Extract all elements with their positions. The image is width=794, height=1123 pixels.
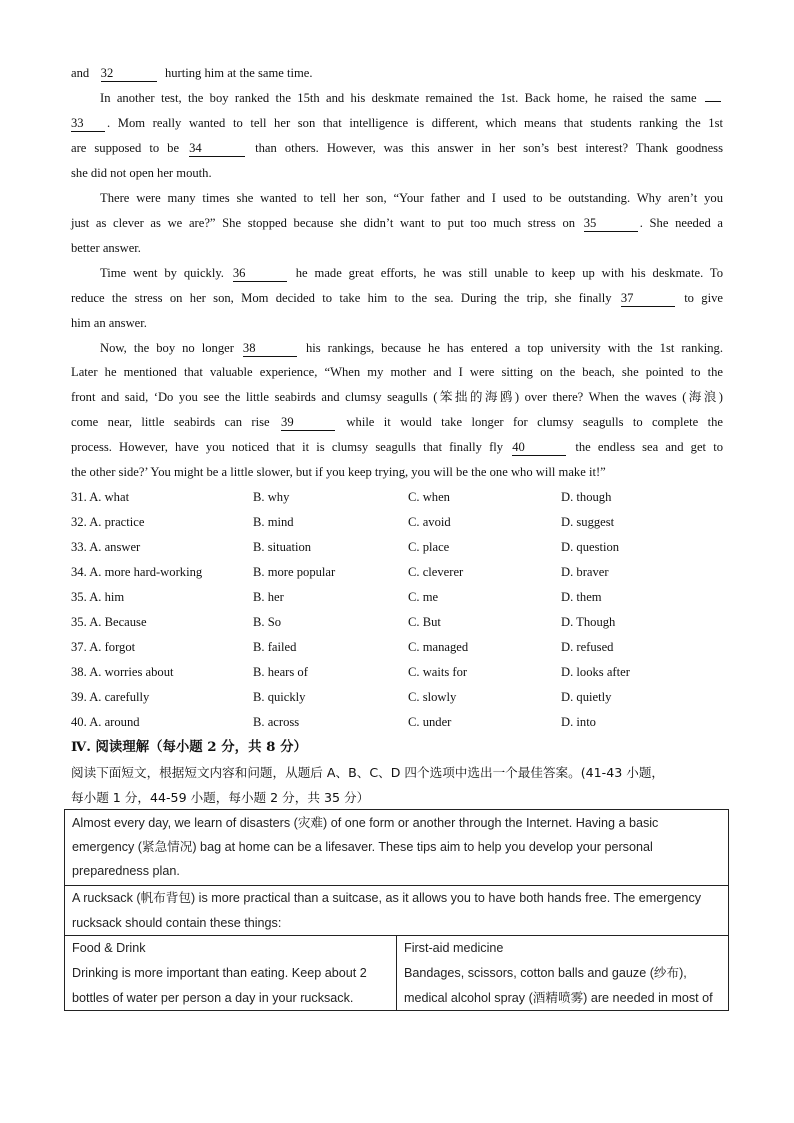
option-40-d[interactable]: D. into [561,715,596,729]
option-39-b[interactable]: B. quickly [253,690,306,704]
passage-text: In another test, the boy ranked the 15th and his deskmate remained the 1st. Back home, he raised the same [100,91,697,105]
option-34-b[interactable]: B. more popular [253,565,336,579]
passage-line-16 [71,435,723,460]
option-38-c[interactable]: C. waits for [408,665,468,679]
passage-text: the endless sea and get to [575,440,723,454]
passage-text: he made great efforts, he was still unable to keep up with his deskmate. To [295,266,723,280]
passage-text: his rankings, because he has entered a top university with the 1st ranking. [305,341,723,355]
passage-text: reduce the stress on her son, Mom decided to take him to the sea. During the trip, she finally [71,291,612,305]
passage-line-8 [71,236,723,261]
passage-text: hurting him at the same time. [164,66,313,80]
passage-line-17 [71,460,723,485]
section-instructions-1: 阅读下面短文，根据短文内容和问题，从题后 A、B、C、D 四个选项中选出一个最佳答案。(41-43 小题， [71,765,665,780]
passage-line-4 [71,136,723,161]
passage-line-3 [71,111,723,136]
option-37-c[interactable]: C. managed [408,640,469,654]
passage-text: just as clever as we are?” She stopped because she didn’t want to put too much stress on [71,216,576,230]
passage-text: Time went by quickly. [100,266,224,280]
column-divider [396,935,397,1011]
option-35-a[interactable]: 35. A. him [71,590,125,604]
passage-line-1 [71,61,723,86]
passage-line-11 [71,311,723,336]
option-31-d[interactable]: D. though [561,490,612,504]
blank-38: 38 [243,341,297,357]
box-intro-line-2: emergency (紧急情况) bag at home can be a lifesaver. These tips aim to help you develop your personal [72,840,653,854]
blank-33: 33 [71,116,105,132]
passage-text: than others. However, was this answer in her son’s best interest? Thank goodness [255,141,723,155]
option-31-a[interactable]: 31. A. what [71,490,130,504]
option-35-d[interactable]: D. them [561,590,602,604]
option-33-b[interactable]: B. situation [253,540,312,554]
passage-text: Now, the boy no longer [100,341,234,355]
blank-33-start [705,101,721,102]
option-39-c[interactable]: C. slowly [408,690,457,704]
option-39-d[interactable]: D. quietly [561,690,612,704]
option-38-a[interactable]: 38. A. worries about [71,665,174,679]
option-33-d[interactable]: D. question [561,540,620,554]
blank-35: 35 [584,216,638,232]
option-33-a[interactable]: 33. A. answer [71,540,141,554]
passage-text: are supposed to be [71,141,180,155]
option-37-a[interactable]: 37. A. forgot [71,640,136,654]
box-intro [64,809,729,886]
option-35-b[interactable]: B. her [253,590,284,604]
food-title: Food & Drink [72,941,146,955]
option-36-c[interactable]: C. But [408,615,441,629]
option-35-c[interactable]: C. me [408,590,439,604]
passage-text: There were many times she wanted to tell her son, “Your father and I used to be outstanding. Why aren’t you [100,191,723,205]
section-instructions-2: 每小题 1 分，44-59 小题，每小题 2 分，共 35 分） [71,790,370,805]
passage-line-5 [71,161,723,186]
passage-line-14 [71,385,723,410]
food-line-2: bottles of water per person a day in your rucksack. [72,991,354,1005]
box-intro-line-3: preparedness plan. [72,864,180,878]
option-36-b[interactable]: B. So [253,615,281,629]
option-31-c[interactable]: C. when [408,490,450,504]
blank-37: 37 [621,291,675,307]
passage-text: come near, little seabirds can rise [71,415,270,429]
option-40-b[interactable]: B. across [253,715,300,729]
option-36-a[interactable]: 35. A. Because [71,615,147,629]
option-36-d[interactable]: D. Though [561,615,616,629]
passage-line-6 [100,186,723,211]
option-34-c[interactable]: C. cleverer [408,565,464,579]
option-38-d[interactable]: D. looks after [561,665,630,679]
passage-text: she did not open her mouth. [71,166,212,180]
passage-text: process. However, have you noticed that it is clumsy seagulls that finally fly [71,440,504,454]
passage-line-7 [71,211,723,236]
blank-39: 39 [281,415,335,431]
aid-title: First-aid medicine [404,941,504,955]
section-title: Ⅳ. 阅读理解（每小题 2 分，共 8 分） [71,739,307,755]
box-rucksack-line-1: A rucksack (帆布背包) is more practical than a suitcase, as it allows you to have both hands free. The emergency [72,891,702,905]
option-38-b[interactable]: B. hears of [253,665,308,679]
option-32-d[interactable]: D. suggest [561,515,615,529]
passage-line-13 [71,360,723,385]
option-34-a[interactable]: 34. A. more hard-working [71,565,203,579]
option-31-b[interactable]: B. why [253,490,290,504]
box-rucksack [64,885,729,936]
option-33-c[interactable]: C. place [408,540,450,554]
option-32-b[interactable]: B. mind [253,515,294,529]
option-37-d[interactable]: D. refused [561,640,614,654]
blank-36: 36 [233,266,287,282]
passage-text: better answer. [71,241,141,255]
passage-line-10 [71,286,723,311]
passage-text: Later he mentioned that valuable experience, “When my mother and I were sitting on the beach, she pointed to the [71,365,723,379]
passage-line-12 [100,336,723,361]
box-rucksack-line-2: rucksack should contain these things: [72,916,282,930]
option-32-a[interactable]: 32. A. practice [71,515,145,529]
option-37-b[interactable]: B. failed [253,640,297,654]
option-32-c[interactable]: C. avoid [408,515,451,529]
blank-32: 32 [101,66,157,82]
food-line-1: Drinking is more important than eating. Keep about 2 [72,966,367,980]
blank-34: 34 [189,141,245,157]
passage-text: . She needed a [639,216,723,230]
passage-text: the other side?’ You might be a little slower, but if you keep trying, you will be the one who will make it!” [71,465,606,479]
passage-text: . Mom really wanted to tell her son that intelligence is different, which means that students ranking the 1st [107,116,723,130]
passage-text: front and said, ‘Do you see the little seabirds and clumsy seagulls (笨拙的海鸥) over there? When the waves (海浪) [71,390,723,404]
passage-text: while it would take longer for clumsy seagulls to complete the [346,415,724,429]
passage-text: to give [684,291,723,305]
option-40-c[interactable]: C. under [408,715,452,729]
aid-line-2: medical alcohol spray (酒精喷雾) are needed in most of [404,991,713,1005]
passage-line-2 [100,86,723,111]
blank-40: 40 [512,440,566,456]
option-40-a[interactable]: 40. A. around [71,715,140,729]
passage-text: and [71,66,90,80]
passage-text: him an answer. [71,316,147,330]
passage-line-15 [71,410,723,435]
aid-line-1: Bandages, scissors, cotton balls and gauze (纱布), [404,966,687,980]
passage-line-9 [100,261,723,286]
box-intro-line-1: Almost every day, we learn of disasters (灾难) of one form or another through the Internet. Having a basic [72,816,659,830]
option-39-a[interactable]: 39. A. carefully [71,690,150,704]
option-34-d[interactable]: D. braver [561,565,609,579]
